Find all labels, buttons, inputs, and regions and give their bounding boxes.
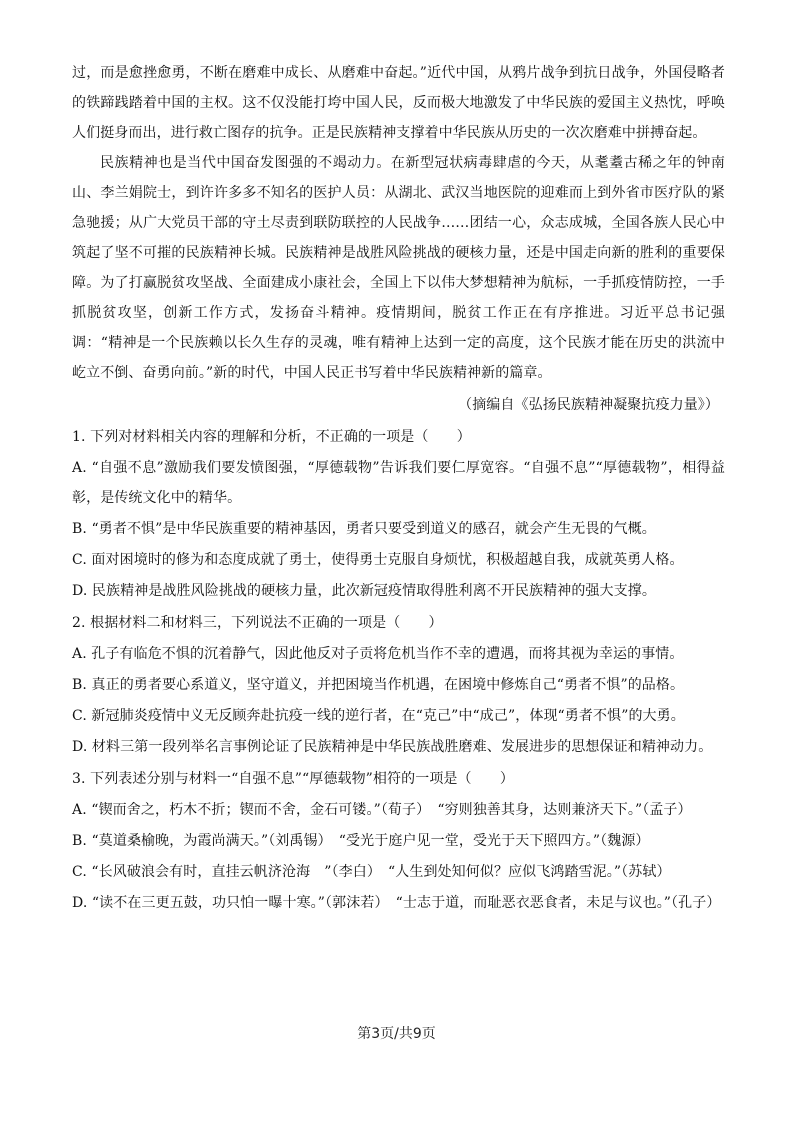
question-1-option-a: A. “自强不息”激励我们要发愤图强，“厚德载物”告诉我们要仁厚宽容。“自强不息”“厚德载物”，相得益彰，是传统文化中的精华。 bbox=[72, 460, 725, 506]
question-3 bbox=[72, 764, 725, 918]
question-2 bbox=[72, 608, 725, 762]
question-1-option-b: B. “勇者不惧”是中华民族重要的精神基因，勇者只要受到道义的感召，就会产生无畏的气概。 bbox=[72, 521, 656, 537]
question-1 bbox=[72, 422, 725, 606]
page-footer bbox=[0, 1024, 793, 1044]
question-1-stem: 1. 下列对材料相关内容的理解和分析，不正确的一项是（ ） bbox=[72, 429, 471, 445]
passage-paragraph-1: 过，而是愈挫愈勇，不断在磨难中成长、从磨难中奋起。”近代中国，从鸦片战争到抗日战争，外国侵略者的铁蹄践踏着中国的主权。这不仅没能打垮中国人民，反而极大地激发了中华民族的爱国主义热忱，呼唤人们挺身而出，进行救亡图存的抗争。正是民族精神支撑着中华民族从历史的一次次磨难中拼搏奋起。 bbox=[72, 65, 725, 141]
page-number: 第3页/共9页 bbox=[357, 1026, 436, 1042]
question-2-option-b: B. 真正的勇者要心系道义，坚守道义，并把困境当作机遇，在困境中修炼自己“勇者不惧”的品格。 bbox=[72, 677, 685, 693]
question-3-option-b: B. “莫道桑榆晚，为霞尚满天。”（刘禹锡） “受光于庭户见一堂，受光于天下照四方。”（魏源） bbox=[72, 833, 650, 849]
question-1-option-d: D. 民族精神是战胜风险挑战的硬核力量，此次新冠疫情取得胜利离不开民族精神的强大支撑。 bbox=[72, 583, 656, 599]
question-3-stem: 3. 下列表述分别与材料一“自强不息”“厚德载物”相符的一项是（ ） bbox=[72, 771, 514, 787]
question-3-option-d: D. “读不在三更五鼓，功只怕一曝十寒。”（郭沫若） “士志于道，而耻恶衣恶食者，未足与议也。”（孔子） bbox=[72, 895, 721, 911]
passage-source: （摘编自《弘扬民族精神凝聚抗疫力量》） bbox=[458, 397, 719, 413]
passage-paragraph-2: 民族精神也是当代中国奋发图强的不竭动力。在新型冠状病毒肆虐的今天，从耄耋古稀之年的钟南山、李兰娟院士，到许许多多不知名的医护人员：从湖北、武汉当地医院的迎难而上到外省市医疗队的紧急驰援；从广大党员干部的守土尽责到联防联控的人民战争……团结一心，众志成城，全国各族人民心中筑起了坚不可摧的民族精神长城。民族精神是战胜风险挑战的硬核力量，还是中国走向新的胜利的重要保障。为了打赢脱贫攻坚战、全面建成小康社会，全国上下以伟大梦想精神为航标，一手抓疫情防控，一手抓脱贫攻坚，创新工作方式，发扬奋斗精神。疫情期间，脱贫工作正在有序推进。习近平总书记强调：“精神是一个民族赖以长久生存的灵魂，唯有精神上达到一定的高度，这个民族才能在历史的洪流中屹立不倒、奋勇向前。”新的时代，中国人民正书写着中华民族精神新的篇章。 bbox=[72, 155, 725, 381]
page-content bbox=[72, 58, 725, 918]
question-1-option-c: C. 面对困境时的修为和态度成就了勇士，使得勇士克服自身烦忧，积极超越自我，成就英勇人格。 bbox=[72, 552, 684, 568]
question-2-option-a: A. 孔子有临危不惧的沉着静气，因此他反对子贡将危机当作不幸的遭遇，而将其视为幸运的事情。 bbox=[72, 646, 684, 662]
question-2-option-c: C. 新冠肺炎疫情中义无反顾奔赴抗疫一线的逆行者，在“克己”中“成己”，体现“勇者不惧”的大勇。 bbox=[72, 708, 685, 724]
question-3-option-c: C. “长风破浪会有时，直挂云帆济沧海 ”（李白） “人生到处知何似？应似飞鸿踏雪泥。”（苏轼） bbox=[72, 864, 671, 880]
question-2-option-d: D. 材料三第一段列举名言事例论证了民族精神是中华民族战胜磨难、发展进步的思想保证和精神动力。 bbox=[72, 739, 713, 755]
question-2-stem: 2. 根据材料二和材料三，下列说法不正确的一项是（ ） bbox=[72, 615, 443, 631]
question-3-option-a: A. “锲而舍之，朽木不折；锲而不舍，金石可镂。”（荀子） “穷则独善其身，达则兼济天下。”（孟子） bbox=[72, 802, 692, 818]
